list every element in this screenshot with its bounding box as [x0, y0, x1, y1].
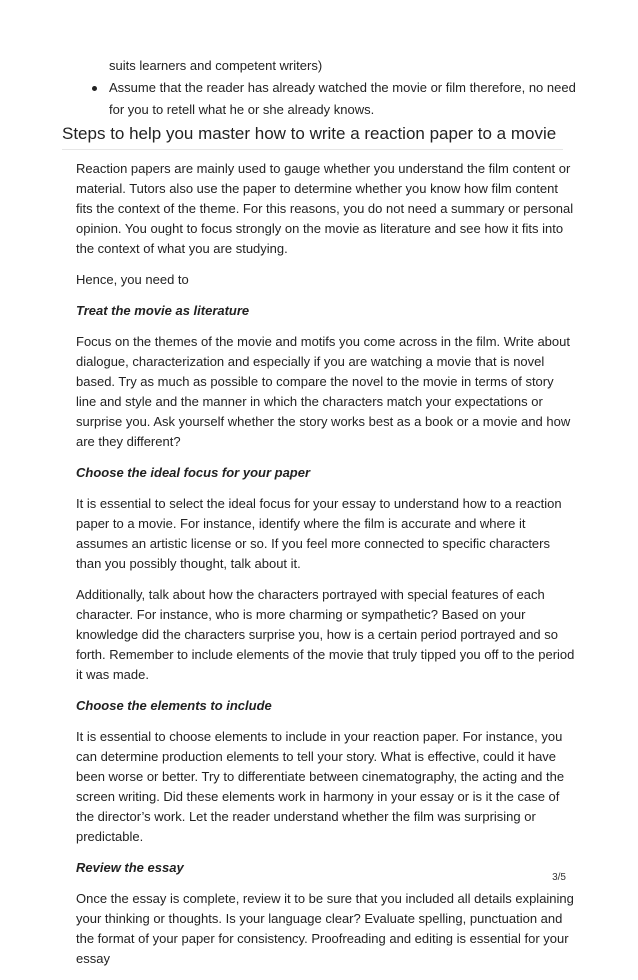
subheading: Treat the movie as literature	[76, 303, 250, 318]
section-heading: Steps to help you master how to write a reaction paper to a movie	[62, 124, 557, 143]
body-paragraph: Additionally, talk about how the characters portrayed with special features of each character. For instance, who is more charming or sympathetic? Based on your knowledge did the characters surprise you, how is a certain period portrayed and so forth. Remember to include elements of the movie that truly tipped you off to the period it was made.	[76, 587, 575, 682]
bullet-item	[76, 77, 576, 121]
bullet-list	[76, 55, 576, 121]
subheading: Choose the ideal focus for your paper	[76, 465, 311, 480]
article-body	[76, 159, 576, 980]
body-paragraph: Hence, you need to	[76, 272, 189, 287]
body-paragraph: Focus on the themes of the movie and motifs you come across in the film. Write about dialogue, characterization and especially if you are watching a movie that is novel based. Try as much as possible to compare the novel to the movie in terms of story line and style and the manner in which the characters match your expectations or surprise you. Ask yourself whether the story works best as a book or a movie and how are they different?	[76, 334, 571, 449]
bullet-item-line: for you to retell what he or she already knows.	[109, 102, 375, 117]
bullet-continuation: suits learners and competent writers)	[109, 58, 323, 73]
subheading: Choose the elements to include	[76, 698, 272, 713]
subheading: Review the essay	[76, 860, 184, 875]
body-paragraph: It is essential to choose elements to include in your reaction paper. For instance, you can determine production elements to tell your story. What is effective, could it have been worse or better. Try to differentiate between cinematography, the acting and the screen writing. Did these elements work in harmony in your essay or is it the case of the director’s work. Let the reader understand whether the film was surprising or predictable.	[76, 729, 565, 844]
body-paragraph: It is essential to select the ideal focus for your essay to understand how to a reaction paper to a movie. For instance, identify where the film is accurate and where it assumes an artistic license or so. If you feel more connected to specific characters than you possibly thought, talk about it.	[76, 496, 562, 571]
body-paragraph: Once the essay is complete, review it to be sure that you included all details explaining your thinking or thoughts. Is your language clear? Evaluate spelling, punctuation and the format of your paper for consistency. Proofreading and editing is essential for your essay	[76, 891, 574, 966]
bullet-dot-icon	[92, 86, 97, 91]
section-divider	[62, 149, 563, 150]
bullet-item-line: Assume that the reader has already watched the movie or film therefore, no need	[109, 80, 576, 95]
body-paragraph: Reaction papers are mainly used to gauge whether you understand the film content or material. Tutors also use the paper to determine whether you know how film content fits the context of the theme. For this reasons, you do not need a summary or personal opinion. You ought to focus strongly on the movie as literature and see how it fits into the context of what you are studying.	[76, 161, 574, 256]
page-number: 3/5	[552, 872, 566, 883]
